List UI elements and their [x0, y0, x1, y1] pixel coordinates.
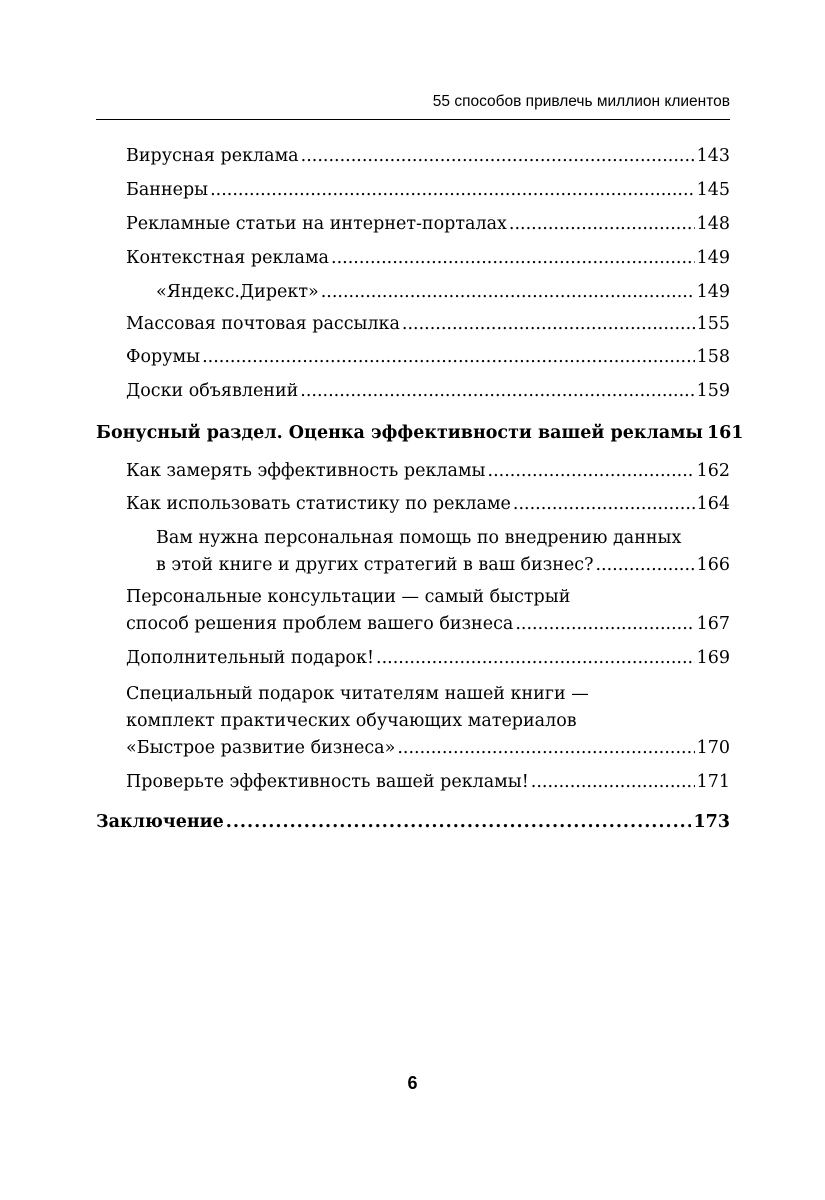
toc-entry-title-line: комплект практических обучающих материалов: [126, 711, 577, 731]
toc-entry-title-line: Вам нужна персональная помощь по внедрению данных: [156, 528, 682, 548]
running-title: 55 способов привлечь миллион клиентов: [432, 93, 730, 110]
dot-leader: [488, 458, 695, 485]
dot-leader: [376, 645, 695, 672]
dot-leader: [226, 809, 692, 836]
toc-entry-page: 145: [696, 180, 730, 200]
dot-leader: [210, 177, 694, 204]
toc-entry-title: в этой книге и других стратегий в ваш бизнес?: [156, 555, 594, 575]
toc-section-entry[interactable]: [96, 809, 730, 836]
toc-entry[interactable]: [126, 143, 730, 170]
toc-entry-title: Проверьте эффективность вашей рекламы!: [126, 772, 529, 792]
dot-leader: [595, 552, 694, 579]
toc-entry[interactable]: [126, 769, 730, 796]
toc-entry[interactable]: [126, 378, 730, 405]
toc-entry-title: Дополнительный подарок!: [126, 648, 375, 668]
dot-leader: [202, 344, 694, 371]
toc-entry[interactable]: [126, 344, 730, 371]
toc-entry-title: Форумы: [126, 347, 201, 367]
toc-entry[interactable]: [156, 279, 730, 306]
toc-entry-page: 173: [693, 812, 730, 832]
toc-entry-title: Рекламные статьи на интернет-порталах: [126, 214, 507, 234]
dot-leader: [531, 769, 695, 796]
toc-entry-page: 161: [706, 423, 744, 443]
toc-entry-page: 170: [696, 738, 730, 758]
toc-entry[interactable]: [126, 211, 730, 238]
toc-entry-title: «Яндекс.Директ»: [156, 282, 319, 302]
toc-entry-title: Доски объявлений: [126, 381, 299, 401]
toc-entry-page: 143: [696, 146, 730, 166]
toc-entry[interactable]: [156, 525, 730, 579]
toc-entry-page: 159: [696, 381, 730, 401]
toc-entry-page: 164: [696, 494, 730, 514]
dot-leader: [515, 611, 694, 638]
toc-entry-title: «Быстрое развитие бизнеса»: [126, 738, 396, 758]
dot-leader: [300, 378, 694, 405]
dot-leader: [301, 143, 695, 170]
toc-entry-page: 162: [696, 461, 730, 481]
toc-entry-title: Контекстная реклама: [126, 248, 329, 268]
toc-entry[interactable]: [126, 458, 730, 485]
toc-entry[interactable]: [126, 645, 730, 672]
toc-entry-page: 158: [696, 347, 730, 367]
running-header: [96, 92, 730, 120]
toc-entry-page: 167: [696, 614, 730, 634]
toc-entry[interactable]: [126, 311, 730, 338]
toc-entry-title: Баннеры: [126, 180, 209, 200]
toc-entry-title-line: Специальный подарок читателям нашей книги —: [126, 684, 589, 704]
dot-leader: [513, 491, 695, 518]
toc-entry-page: 166: [696, 555, 730, 575]
dot-leader: [397, 735, 694, 762]
dot-leader: [509, 211, 695, 238]
toc-entry-page: 155: [696, 314, 730, 334]
toc-entry[interactable]: [126, 681, 730, 762]
dot-leader: [402, 311, 695, 338]
toc-entry[interactable]: [126, 177, 730, 204]
toc-entry-title-line: Персональные консультации — самый быстрый: [126, 587, 571, 607]
toc-entry-page: 149: [696, 282, 730, 302]
toc-entry-title: Как замерять эффективность рекламы: [126, 461, 486, 481]
toc-entry[interactable]: [126, 491, 730, 518]
toc-entry-title: Вирусная реклама: [126, 146, 299, 166]
toc-entry[interactable]: [126, 245, 730, 272]
dot-leader: [321, 279, 695, 306]
toc-entry-title: Массовая почтовая рассылка: [126, 314, 400, 334]
toc-entry-page: 171: [696, 772, 730, 792]
toc-entry-title: Заключение: [96, 812, 224, 832]
page-number: 6: [407, 1073, 418, 1093]
dot-leader: [331, 245, 695, 272]
toc-entry[interactable]: [126, 584, 730, 638]
toc-entry-page: 149: [696, 248, 730, 268]
toc-entry-title: способ решения проблем вашего бизнеса: [126, 614, 514, 634]
toc-section-entry[interactable]: [96, 420, 744, 447]
toc-entry-title: Как использовать статистику по рекламе: [126, 494, 511, 514]
toc-entry-page: 169: [696, 648, 730, 668]
toc-entry-title: Бонусный раздел. Оценка эффективности вашей рекламы: [96, 423, 703, 443]
toc-entry-page: 148: [696, 214, 730, 234]
